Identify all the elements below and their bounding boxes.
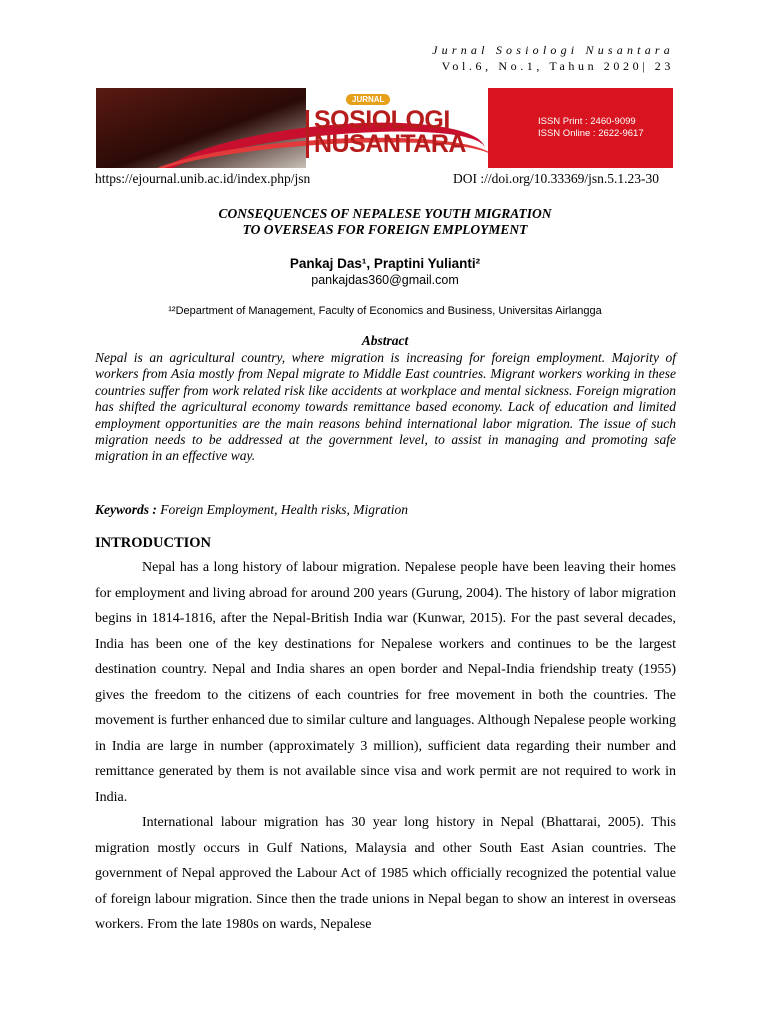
paragraph: Nepal has a long history of labour migration. Nepalese people have been leaving their homes for employment and living abroad for around 200 years (Gurung, 2004). The history of labor migration begins in 1814-1816, after the Nepal-British India war (Kunwar, 2015). For the past several decades, India has been one of the key destinations for Nepalese workers and continues to be the largest destination country. Nepal and India shares an open border and Nepal-India friendship treaty (1955) gives the freedom to the citizens of each countries for free movement in both the countries. The movement is further enhanced due to similar culture and languages. Although Nepalese people working in India are large in number (approximately 3 million), sufficient data regarding their number and remittance generated by them is not available since visa and work permit are not required to work in India.	[95, 560, 676, 805]
logo-divider	[306, 110, 309, 158]
abstract-heading: Abstract	[361, 333, 409, 348]
journal-banner	[96, 88, 673, 168]
introduction-heading: INTRODUCTION	[95, 535, 212, 551]
logo-line2: NUSANTARA	[314, 130, 466, 158]
issn-online: ISSN Online : 2622-9617	[538, 128, 644, 139]
doi-link[interactable]: DOI ://doi.org/10.33369/jsn.5.1.23-30	[453, 171, 660, 186]
links-row	[95, 171, 675, 187]
paper-title	[95, 206, 675, 238]
abstract-text: Nepal is an agricultural country, where migration is increasing for foreign employment. Majority of workers from Asia mostly from Nepal migrate to Middle East countries. Migrant workers working in these countries suffer from work related risk like accidents at workplace and mental sickness. Foreign migration has shifted the agricultural economy towards remittance based economy. Lack of education and limited employment opportunities are the main reasons behind international labor migration. The issue of such migration needs to be addressed at the government level, to assist in managing and promoting safe migration in an effective way.	[95, 350, 676, 464]
keywords-label: Keywords :	[95, 502, 157, 517]
logo-line1: SOSIOLOGI	[314, 106, 450, 134]
author-email[interactable]: pankajdas360@gmail.com	[311, 273, 459, 287]
journal-url-link[interactable]: https://ejournal.unib.ac.id/index.php/jsn	[95, 171, 311, 186]
title-line1: CONSEQUENCES OF NEPALESE YOUTH MIGRATION	[218, 206, 552, 221]
journal-header	[432, 42, 674, 74]
keywords	[95, 502, 675, 518]
author-names: Pankaj Das¹, Praptini Yulianti²	[289, 256, 481, 271]
title-line2: TO OVERSEAS FOR FOREIGN EMPLOYMENT	[242, 222, 528, 237]
journal-name: Jurnal Sosiologi Nusantara	[432, 43, 674, 57]
issn-print: ISSN Print : 2460-9099	[538, 116, 636, 127]
journal-logo	[314, 108, 466, 156]
issn-panel	[488, 88, 673, 168]
keywords-text: Foreign Employment, Health risks, Migration	[160, 502, 408, 517]
introduction-body	[95, 555, 676, 938]
logo-tag: JURNAL	[346, 94, 390, 105]
paragraph: International labour migration has 30 year long history in Nepal (Bhattarai, 2005). This migration mostly occurs in Gulf Nations, Malaysia and other South East Asian countries. The government of Nepal approved the Labour Act of 1985 which officially recognized the potential value of foreign labour migration. Since then the trade unions in Nepal began to show an interest in overseas workers. From the late 1980s on wards, Nepalese	[95, 815, 676, 932]
volume-line: Vol.6, No.1, Tahun 2020| 23	[441, 59, 674, 73]
authors-block	[95, 256, 675, 288]
affiliation: ¹²Department of Management, Faculty of Economics and Business, Universitas Airlangga	[168, 305, 602, 317]
